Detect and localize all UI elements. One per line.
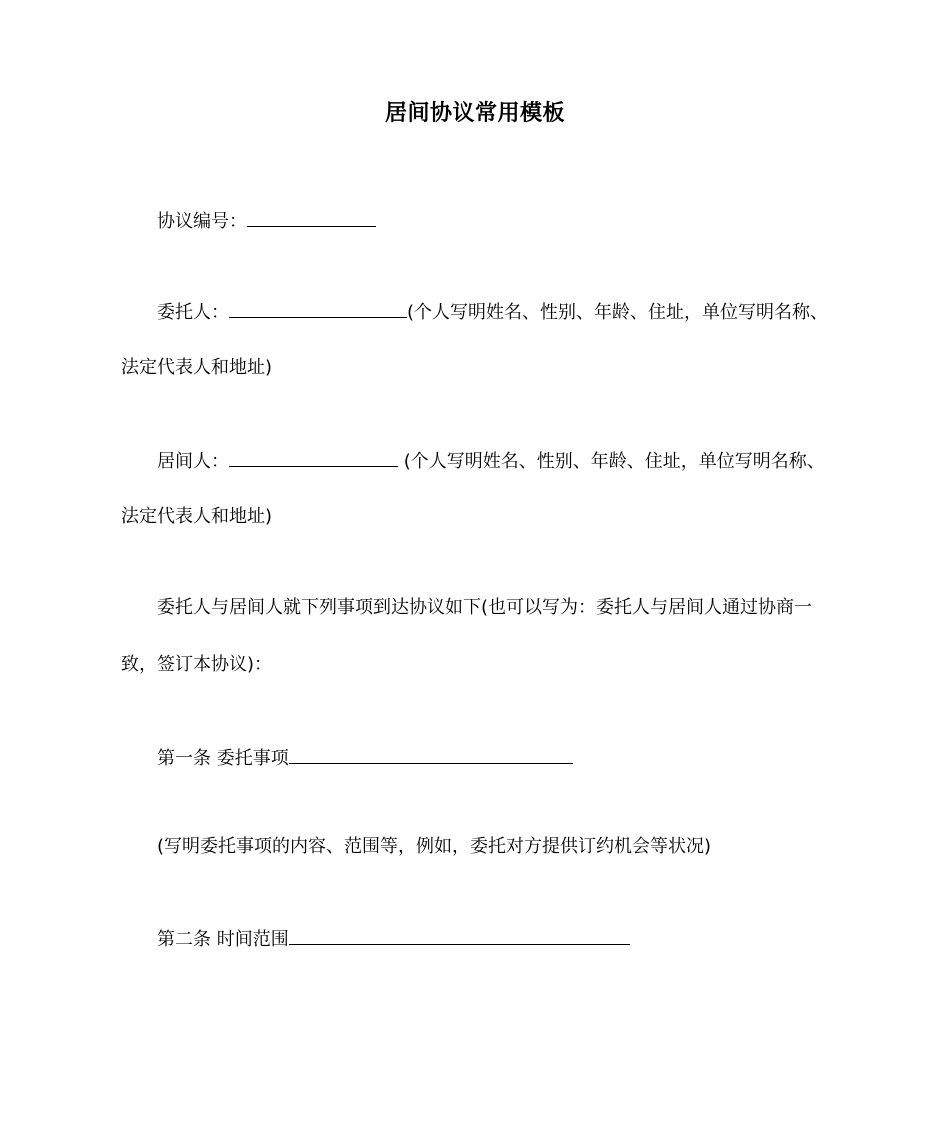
client-label: 委托人：	[157, 302, 229, 323]
broker-note: (个人写明姓名、性别、年龄、住址，单位写明名称、	[398, 451, 825, 472]
article-1-blank	[289, 744, 573, 764]
article-2-line	[157, 925, 630, 953]
article-2-label: 第二条 时间范围	[157, 929, 289, 950]
broker-label: 居间人：	[157, 451, 229, 472]
document-title: 居间协议常用模板	[384, 101, 565, 126]
intro-line: 委托人与居间人就下列事项到达协议如下(也可以写为：委托人与居间人通过协商一	[157, 597, 813, 618]
broker-line	[157, 447, 825, 475]
client-note: (个人写明姓名、性别、年龄、住址，单位写明名称、	[407, 302, 829, 323]
client-blank	[229, 298, 407, 318]
agreement-number-line	[157, 207, 376, 235]
broker-note-continued: 法定代表人和地址)	[121, 506, 273, 527]
client-line	[157, 298, 828, 326]
client-note-continued: 法定代表人和地址)	[121, 357, 273, 378]
intro-line-continued: 致，签订本协议)：	[121, 654, 273, 675]
agreement-number-blank	[247, 207, 376, 227]
article-1-line	[157, 744, 573, 772]
broker-blank	[229, 447, 398, 467]
article-2-blank	[289, 925, 630, 945]
article-1-note: (写明委托事项的内容、范围等，例如，委托对方提供订约机会等状况)	[157, 836, 712, 857]
agreement-number-label: 协议编号：	[157, 211, 247, 232]
article-1-label: 第一条 委托事项	[157, 748, 289, 769]
